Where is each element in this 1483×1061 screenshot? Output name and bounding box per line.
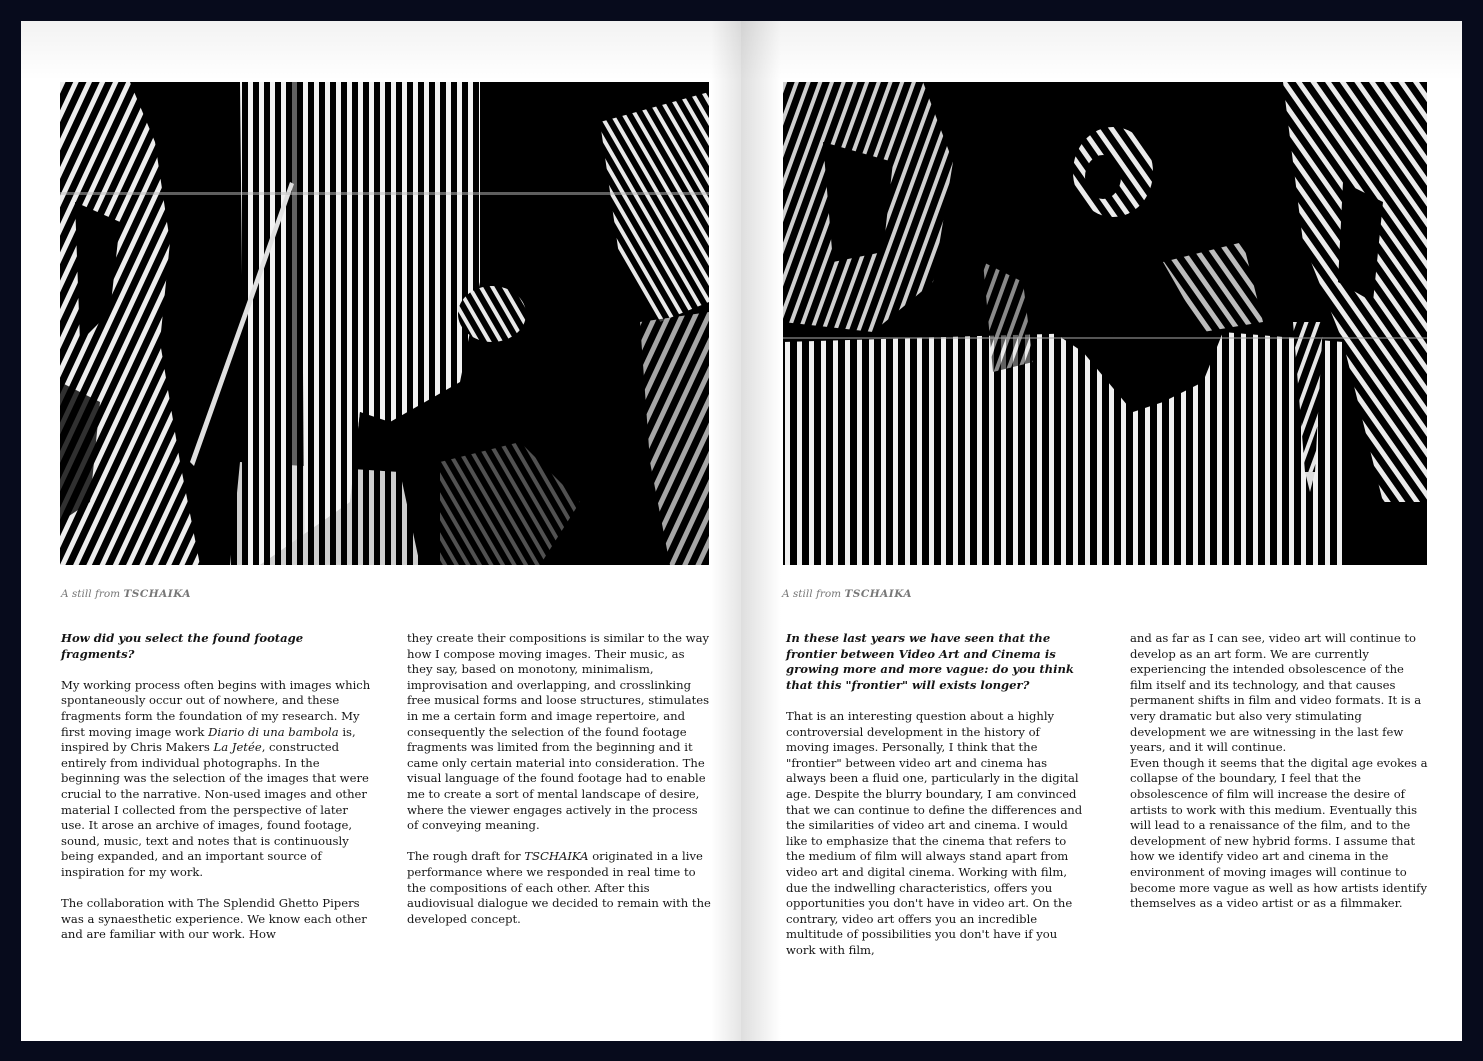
- gutter-shadow: [741, 21, 781, 1041]
- answer-paragraph: Even though it seems that the digital age evokes a collapse of the boundary, I feel that the obsolescence of film will increase the desire of artists to work with this medium. Eventually this will lead to a renaissance of the film, and to the development of new hybrid forms. I assume that how we identify video art and cinema in the environment of moving images will continue to become more vague as well as how artists identify themselves as a video artist or as a filmmaker.: [1130, 755, 1428, 911]
- film-still-right-image: [783, 82, 1427, 565]
- caption-title: TSCHAIKA: [844, 588, 913, 600]
- left-page-column-2: [407, 631, 712, 927]
- answer-paragraph: That is an interesting question about a highly controversial development in the history of moving images. Personally, I think that the "frontier" between video art and cinema has always been a fluid one, particularly in the digital age. Despite the blurry boundary, I am convinced that we can continue to define the differences and the similarities of video art and cinema. I would like to emphasize that the cinema that refers to the medium of film will always stand apart from video art and digital cinema. Working with film, due the indwelling characteristics, offers you opportunities you don't have in video art. On the contrary, video art offers you an incredible multitude of possibilities you don't have if you work with film,: [786, 708, 1083, 957]
- right-page: [741, 21, 1462, 1041]
- answer-paragraph: [61, 678, 371, 881]
- answer-paragraph: [407, 849, 712, 927]
- left-page-column-1: [61, 631, 371, 943]
- answer-paragraph: and as far as I can see, video art will continue to develop as an art form. We are currently experiencing the intended obsolescence of the film itself and its technology, and that causes permanent shifts in film and video formats. It is a very dramatic but also very stimulating development we are witnessing in the last few years, and it will continue.: [1130, 631, 1422, 755]
- caption-prefix: A still from: [61, 588, 121, 600]
- right-page-column-2: [1130, 631, 1430, 912]
- caption-prefix: A still from: [782, 588, 842, 600]
- work-title: Diario di una bambola: [208, 724, 339, 739]
- right-page-column-1: [786, 631, 1086, 958]
- text-span: originated in a live performance where we responded in real time to the compositions of each other. After this audiovisual dialogue we decided to remain with the developed concept.: [407, 849, 711, 926]
- film-still-right: [783, 82, 1427, 565]
- text-span: is, inspired by Chris Makers: [61, 724, 356, 755]
- text-span: , constructed entirely from individual photographs. In the beginning was the selection of the images that were crucial to the narrative. Non-used images and other material I collected from the perspective of later use. It arose an archive of images, found footage, sound, music, text and notes that is continuously being expanded, and an important source of inspiration for my work.: [61, 740, 369, 879]
- film-still-left-image: [60, 82, 709, 565]
- page-sheen: [21, 21, 741, 81]
- answer-paragraph: The collaboration with The Splendid Ghetto Pipers was a synaesthetic experience. We know each other and are familiar with our work. How: [61, 896, 367, 942]
- film-still-left: [60, 82, 709, 565]
- page-sheen: [741, 21, 1462, 81]
- caption-title: TSCHAIKA: [123, 588, 192, 600]
- left-page: [21, 21, 741, 1041]
- figure-caption-right: [782, 588, 912, 600]
- interview-question: How did you select the found footage fragments?: [61, 631, 304, 661]
- interview-question: In these last years we have seen that the frontier between Video Art and Cinema is growing more and more vague: do you think that this "frontier" will exists longer?: [786, 631, 1074, 692]
- work-title: TSCHAIKA: [524, 849, 589, 864]
- text-span: The rough draft for: [407, 849, 525, 864]
- answer-paragraph: they create their compositions is similar to the way how I compose moving images. Their music, as they say, based on monotony, minimalism, improvisation and overlapping, and crosslinking free musical forms and loose structures, stimulates in me a certain form and image repertoire, and consequently the selection of the found footage fragments was limited from the beginning and it came only certain material into consideration. The visual language of the found footage had to enable me to create a sort of mental landscape of desire, where the viewer engages actively in the process of conveying meaning.: [407, 631, 710, 833]
- figure-caption-left: [61, 588, 191, 600]
- text-span: My working process often begins with images which spontaneously occur out of nowhere, and these fragments form the foundation of my research. My first moving image work: [61, 677, 371, 739]
- gutter-shadow: [711, 21, 741, 1041]
- work-title: La Jetée: [213, 740, 262, 755]
